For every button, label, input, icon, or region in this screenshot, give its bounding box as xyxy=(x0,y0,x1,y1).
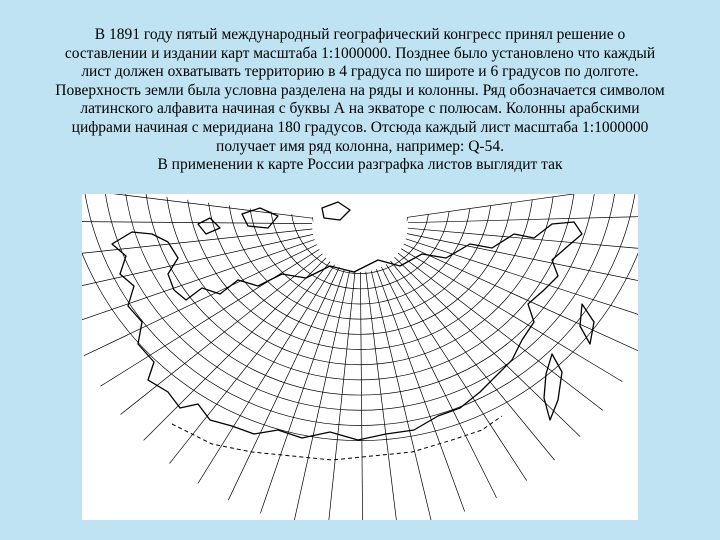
text-line: лист должен охватывать территорию в 4 градуса по широте и 6 градусов по долготе. xyxy=(81,63,639,81)
meridian-line xyxy=(82,194,312,218)
meridian-line xyxy=(360,272,362,520)
island xyxy=(242,208,278,228)
meridian-line xyxy=(295,271,350,517)
text-line: Поверхность земли была условна разделена на ряды и колонны. Ряд обозначается символом xyxy=(55,81,665,99)
meridian-line xyxy=(89,245,317,354)
meridian-line xyxy=(82,240,315,322)
text-line: составлении и издании карт масштаба 1:1000000. Позднее было установлено что каждый xyxy=(64,44,656,62)
rim-tick xyxy=(294,517,295,520)
rim-tick xyxy=(228,495,231,500)
rim-tick xyxy=(598,407,603,411)
rim-tick xyxy=(576,432,580,436)
rim-tick xyxy=(463,506,465,512)
rim-tick xyxy=(84,353,89,356)
text-line: цифрами начиная с меридиана 180 градусов. Отсюда каждый лист масштаба 1:1000000 xyxy=(71,118,649,136)
text-line: В применении к карте России разграфка листов выглядит так xyxy=(157,156,563,174)
meridian-line xyxy=(82,234,313,289)
text-line: латинского алфавита начиная с буквы А на экваторе с полюсам. Колонны арабскими xyxy=(80,100,640,118)
rim-tick xyxy=(430,516,431,520)
meridian-line xyxy=(398,253,598,406)
rim-tick xyxy=(144,436,148,440)
text-line: В 1891 году пятый международный географический конгресс принял решение о xyxy=(94,26,626,43)
meridian-line xyxy=(82,221,312,223)
rim-tick xyxy=(198,478,201,483)
text-line: получает имя ряд колонна, например: Q-54. xyxy=(216,137,504,155)
meridian-line xyxy=(201,265,335,479)
meridian-line xyxy=(148,258,326,436)
island xyxy=(198,218,220,234)
meridian-line xyxy=(262,269,344,507)
island xyxy=(580,304,594,344)
rim-tick xyxy=(121,411,126,415)
rim-tick xyxy=(170,459,174,464)
meridian-line xyxy=(407,234,638,284)
rim-tick xyxy=(551,456,555,461)
rim-tick xyxy=(494,493,497,498)
rim-tick xyxy=(633,348,638,351)
rim-tick xyxy=(523,476,526,481)
meridian-line xyxy=(366,272,397,520)
meridian-line xyxy=(408,228,638,250)
slide-text xyxy=(20,26,700,175)
meridian-line xyxy=(408,216,638,223)
meridian-line xyxy=(381,267,494,493)
meridian-line xyxy=(408,194,639,217)
rim-tick xyxy=(260,508,262,514)
meridian-line xyxy=(404,244,633,349)
meridian-line xyxy=(406,239,638,317)
meridian-line xyxy=(231,267,339,495)
map-graphic xyxy=(82,194,638,520)
rim-tick xyxy=(617,379,622,382)
meridian-line xyxy=(329,272,355,520)
rim-tick xyxy=(101,383,106,386)
russia-sheet-grid-map xyxy=(82,194,638,520)
meridian-line xyxy=(125,254,322,411)
meridian-line xyxy=(371,271,430,516)
meridian-line xyxy=(395,257,576,432)
